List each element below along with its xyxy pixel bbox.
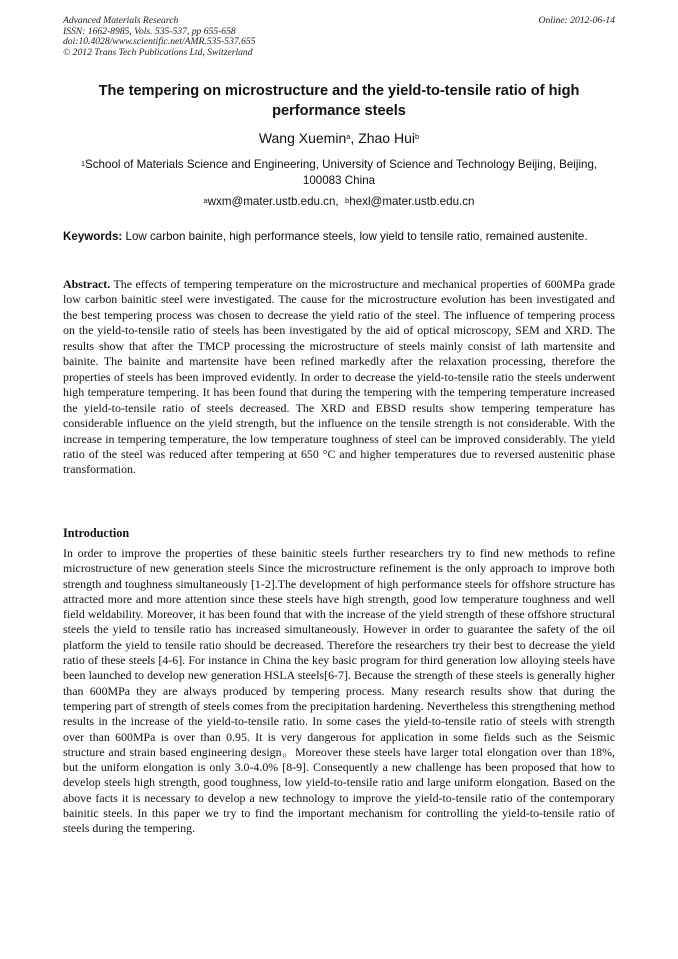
keywords-section [63, 229, 615, 244]
affiliation-mark: 1 [80, 159, 86, 168]
abstract-section [63, 277, 615, 478]
section-heading: Introduction [63, 526, 130, 540]
email-link[interactable]: wxm@mater.ustb.edu.cn, [207, 195, 339, 208]
author-mark: a [346, 132, 351, 141]
affiliation-text: School of Materials Science and Engineering, University of Science and Technology Beijing, Beijing, 100083 China [85, 158, 598, 187]
journal-issn: ISSN: 1662-8985, Vols. 535-537, pp 655-658 [63, 25, 236, 37]
author-list [60, 129, 618, 147]
keywords-text: Low carbon bainite, high performance steels, low yield to tensile ratio, remained austenite. [122, 230, 588, 243]
online-date: Online: 2012-06-14 [538, 15, 615, 26]
abstract-text: The effects of tempering temperature on the microstructure and mechanical properties of 600MPa grade low carbon bainitic steel were investigated. The cause for the microstructure evolution has been investigated and the best tempering process was chosen to decrease the yield ratio of the steel. The influence of tempering process on the yield-to-tensile ratio of steels has been investigated by the aid of optical microscopy, SEM and XRD. The results show that after the TMCP processing the microstructure of steels mainly consist of lath martensite and bainite. The bainite and martensite have been refined markedly after the relaxation processing, therefore the properties of steels has been improved evidently. In order to decrease the yield-to-tensile ratio the steels underwent high temperature tempering. It has been found that during the tempering with the tempering temperature increased the yield-to-tensile ratio of steels decreased. The XRD and EBSD results show tempering temperature has considerable influence on the yield strength, but the influence on the tensile strength is not considerable. With the increase in tempering temperature, the low temperature toughness of steel can be improved considerably. The yield ratio of the steel was reduced after tempering at 650 °C and higher temperatures due to reversed austenitic phase transformation. [63, 277, 615, 477]
author-separator: , [350, 130, 359, 146]
author-mark: b [415, 132, 420, 141]
affiliation [62, 157, 616, 188]
journal-copyright: © 2012 Trans Tech Publications Ltd, Switzerland [63, 47, 253, 59]
author-name: Zhao Hui [358, 130, 415, 146]
email-mark: a [203, 196, 208, 205]
author-name: Wang Xuemin [258, 130, 347, 146]
author-emails [60, 194, 618, 209]
journal-name: Advanced Materials Research [63, 15, 179, 26]
abstract-label: Abstract. [63, 277, 111, 291]
introduction-text: In order to improve the properties of these bainitic steels further researchers try to find new methods to refine microstructure of new generation steels Since the microstructure refinement is the only approach to improve both strength and toughness simultaneously [1-2].The development of high performance steels for offshore structure has attracted more and more attention since these steels have high strength, good low temperature toughness and well field weldability. Moreover, it has been found that with the increase of the yield strength of these offshore structural steels the yield to tensile ratio has increased simultaneously. However in order to guarantee the safety of the oil platform the yield to tensile ratio should be decreased. Therefore the researchers try their best to decrease the yield ratio of these steels [4-6]. For instance in China the key basic program for third generation low alloying steels have been launched to develop new generation HSLA steels[6-7]. Because the strength of these steels is generally higher than 600MPa they are always produced by tempering process. Many research results show that during the tempering part of strength of steels comes from the precipitation hardening. Nevertheless this strengthening method results in the increase of the yield-to-tensile ratio. In some cases the yield-to-tensile ratio of steels with strength over than 600MPa is over than 0.95. It is very dangerous for application in some fields such as the Seismic structure and strain based engineering design。Moreover these steels have larger total elongation over than 18%, but the uniform elongation is only 3.0-4.0% [8-9]. Consequently a new challenge has been proposed that how to develop steels high strength, good toughness, low yield-to-tensile ratio and large uniform elongation. Based on the above facts it is necessary to develop a new technology to improve the yield-to-tensile ratio of the contemporary bainitic steels. In this paper we try to find the important mechanism for controlling the yield-to-tensile ratio of steels during the tempering. [63, 546, 615, 836]
keywords-label: Keywords: [63, 230, 123, 243]
email-mark: b [345, 196, 350, 205]
journal-header [63, 16, 615, 59]
journal-doi: doi:10.4028/www.scientific.net/AMR.535-537.655 [63, 36, 256, 48]
email-link[interactable]: hexl@mater.ustb.edu.cn [349, 195, 475, 208]
paper-title: The tempering on microstructure and the yield-to-tensile ratio of high performance steels [98, 83, 580, 119]
